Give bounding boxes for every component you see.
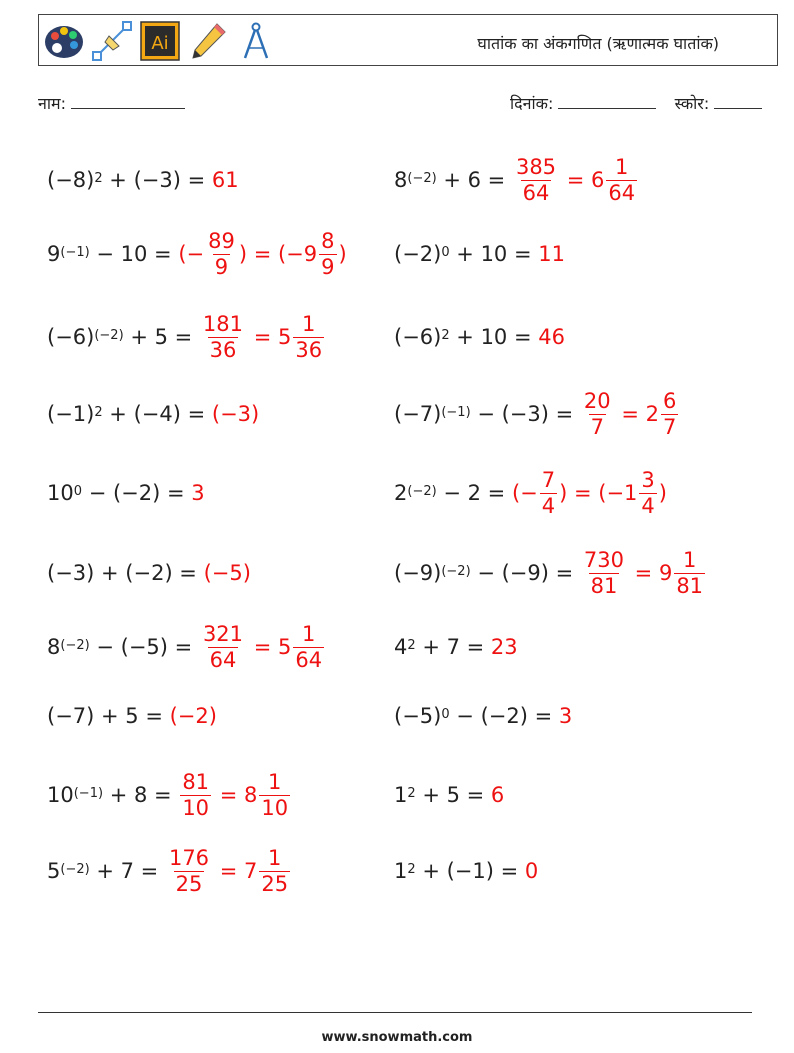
fraction-denominator: 36 [295,337,323,362]
problem-base: 1 [394,782,408,807]
fraction-numerator: 730 [583,547,624,572]
fraction-numerator: 1 [268,769,282,794]
fraction-denominator: 25 [175,871,203,896]
fraction-numerator: 7 [541,467,556,492]
problem-operation: − (−9) = [470,560,580,585]
problem-operation: − 2 = [436,480,512,505]
worksheet-title: घातांक का अंकगणित (ऋणात्मक घातांक) [477,34,719,53]
answer-close: ) [338,241,347,266]
fraction-numerator: 1 [302,311,316,336]
problem-base: (−1) [47,401,95,426]
problem-operation: + (−4) = [102,401,212,426]
answer-fraction [319,228,336,279]
problem-base: 10 [47,480,74,505]
problem-base: 4 [394,634,408,659]
answer-fraction [293,621,324,672]
problem-item: (−8) 2 + (−3) = 61 [47,167,239,192]
score-blank[interactable] [714,94,762,109]
answer-equals: = 6 [560,167,605,192]
date-label: दिनांक: [510,94,554,113]
problem-item: (−6) 2 + 10 = 46 [394,324,565,349]
problem-base: 9 [47,241,61,266]
fraction-numerator: 6 [662,388,677,413]
problem-operation: + (−1) = [415,858,525,883]
problem-operation: + 10 = [449,241,539,266]
fraction-numerator: 181 [202,311,244,336]
fraction-denominator: 4 [541,493,556,518]
problem-base: 8 [47,634,61,659]
fraction-numerator: 3 [641,467,655,492]
svg-text:Ai: Ai [151,33,169,54]
answer-fraction [661,388,678,439]
problem-operation: − (−2) = [449,703,559,728]
fraction-denominator: 81 [676,573,704,598]
fraction-denominator: 81 [590,573,618,598]
fraction-denominator: 64 [209,647,237,672]
answer-fraction [582,388,613,439]
date-blank[interactable] [558,94,656,109]
fraction-denominator: 25 [261,871,289,896]
answer-fraction [606,154,637,205]
name-blank[interactable] [71,94,185,109]
answer-text: (− [178,241,205,266]
answer-text: 0 [524,858,539,883]
answer-fraction [514,154,558,205]
answer-close: ) [658,480,667,505]
fraction-numerator: 1 [615,154,629,179]
problem-item: 1 2 + (−1) = 0 [394,858,539,883]
problem-item: 2 (−2) − 2 = (− $\frac{7}{4}$ ) = (−1 $\frac{3}{4}$ ) [394,467,667,518]
problem-item: 9 (−1) − 10 = (− $\frac{89}{9}$ ) = (−9 $\frac{8}{9}$ ) [47,228,347,279]
fraction-denominator: 64 [608,180,636,205]
problem-item: 1 2 + 5 = 6 [394,782,505,807]
fraction-denominator: 7 [662,414,677,439]
problem-item: (−6) (−2) + 5 = $\frac{181}{36}$ = 5 $\frac{1}{36}$ [47,311,323,362]
fraction-numerator: 1 [268,845,282,870]
problem-operation: + 5 = [415,782,491,807]
problem-base: (−8) [47,167,95,192]
footer-divider [38,1012,752,1013]
answer-text: 46 [538,324,565,349]
answer-fraction [259,845,290,896]
answer-fraction [674,547,705,598]
fraction-numerator: 385 [515,154,557,179]
problem-operation: + (−3) = [102,167,212,192]
answer-equals: = 5 [247,324,292,349]
problem-operation: − (−2) = [82,480,192,505]
problem-base: (−6) [394,324,442,349]
answer-text: (−2) [169,703,217,728]
problem-operation: + (−2) = [94,560,204,585]
problem-item: (−2) 0 + 10 = 11 [394,241,565,266]
answer-text: (−3) [211,401,260,426]
problem-operation: − (−3) = [470,401,580,426]
problem-base: 1 [394,858,408,883]
fraction-denominator: 64 [522,180,550,205]
fraction-numerator: 1 [302,621,316,646]
problem-base: 10 [47,782,74,807]
answer-text: (− [511,480,538,505]
problem-operation: + 7 = [89,858,165,883]
problem-item: 5 (−2) + 7 = $\frac{176}{25}$ = 7 $\frac{1}{25}$ [47,845,289,896]
problem-operation: + 5 = [123,324,199,349]
name-field [38,92,185,114]
problem-base: (−6) [47,324,95,349]
header-icons [43,19,277,63]
answer-fraction [167,845,211,896]
fraction-numerator: 20 [583,388,611,413]
fraction-denominator: 9 [321,254,335,279]
answer-text: 6 [490,782,505,807]
pencil-icon [187,20,229,62]
answer-fraction [259,769,290,820]
fraction-denominator: 9 [214,254,229,279]
answer-text: 61 [211,167,239,192]
palette-icon [43,20,85,62]
answer-fraction [201,621,245,672]
problem-item: (−7) (−1) − (−3) = $\frac{20}{7}$ = 2 $\frac{6}{7}$ [394,388,677,439]
problem-item: 10 0 − (−2) = 3 [47,480,205,505]
problem-item: (−5) 0 − (−2) = 3 [394,703,573,728]
problem-operation: + 6 = [436,167,512,192]
problem-item: 10 (−1) + 8 = $\frac{81}{10}$ = 8 $\frac{1}{10}$ [47,769,289,820]
fraction-numerator: 89 [208,228,235,253]
answer-equals: = 7 [213,858,258,883]
fraction-numerator: 1 [682,547,697,572]
footer-url: www.snowmath.com [321,1030,473,1045]
problem-item: 8 (−2) + 6 = $\frac{385}{64}$ = 6 $\frac{1}{64}$ [394,154,636,205]
fraction-denominator: 7 [590,414,604,439]
problem-base: (−7) [47,703,95,728]
problem-item [47,686,217,746]
fraction-denominator: 4 [641,493,655,518]
problem-base: (−5) [394,703,442,728]
problem-item: (−1) 2 + (−4) = (−3) [47,401,260,426]
problem-operation: − (−5) = [89,634,199,659]
answer-middle: ) = (−9 [238,241,318,266]
problem-base: 8 [394,167,408,192]
fraction-denominator: 64 [295,647,323,672]
fraction-numerator: 81 [182,769,210,794]
answer-fraction [582,547,626,598]
answer-equals: = 8 [213,782,258,807]
fraction-denominator: 10 [261,795,289,820]
worksheet-header [38,14,778,66]
fraction-numerator: 8 [321,228,335,253]
problem-operation: + 5 = [94,703,170,728]
score-label: स्कोर: [674,94,710,113]
answer-fraction [206,228,237,279]
answer-text: 23 [490,634,518,659]
answer-fraction [639,467,656,518]
answer-text: 11 [538,241,565,266]
answer-fraction [540,467,557,518]
problem-item: 4 2 + 7 = 23 [394,634,518,659]
answer-equals: = 5 [247,634,292,659]
fraction-numerator: 176 [168,845,210,870]
answer-fraction [293,311,324,362]
vector-pen-icon [91,20,133,62]
problem-item [47,543,251,603]
problem-base: (−9) [394,560,442,585]
answer-middle: ) = (−1 [559,480,638,505]
answer-text: 3 [191,480,205,505]
answer-text: 3 [558,703,573,728]
answer-text: (−5) [203,560,251,585]
answer-equals: = 2 [614,401,659,426]
problem-operation: + 8 = [103,782,179,807]
name-label: नाम: [38,94,66,113]
problem-base: (−2) [394,241,442,266]
problem-base: 5 [47,858,61,883]
problem-operation: + 10 = [449,324,539,349]
answer-fraction [201,311,245,362]
date-score-field [510,92,762,114]
problem-item: (−9) (−2) − (−9) = $\frac{730}{81}$ = 9 $\frac{1}{81}$ [394,547,704,598]
ai-text-icon [139,20,181,62]
problem-base: (−7) [394,401,442,426]
fraction-denominator: 10 [182,795,210,820]
answer-equals: = 9 [628,560,673,585]
problem-item: 8 (−2) − (−5) = $\frac{321}{64}$ = 5 $\frac{1}{64}$ [47,621,323,672]
problem-base: (−3) [47,560,95,585]
answer-fraction [180,769,211,820]
problem-operation: + 7 = [415,634,491,659]
fraction-numerator: 321 [202,621,244,646]
compass-icon [235,20,277,62]
problem-base: 2 [394,480,408,505]
problem-operation: − 10 = [89,241,179,266]
fraction-denominator: 36 [209,337,237,362]
